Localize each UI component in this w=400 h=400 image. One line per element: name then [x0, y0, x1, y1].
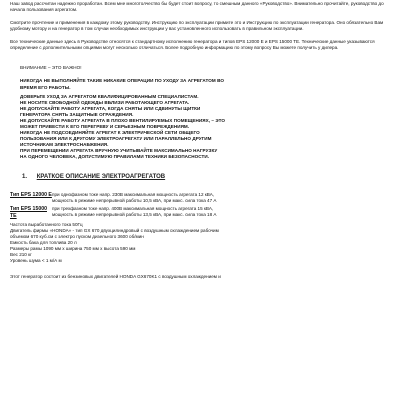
spec-line: мощность в режиме непрерывной работы 13,5 кВА, при макс. сила тока 18 А [52, 212, 217, 218]
detail-line: Вес 210 кг [10, 252, 32, 258]
detail-line: Емкость бака для топлива 20 л [10, 240, 77, 246]
warning-line: НЕ НОСИТЕ СВОБОДНОЙ ОДЕЖДЫ ВБЛИЗИ РАБОТАЮЩЕГО АГРЕГАТА. [20, 99, 190, 105]
warning-line: ВРЕМЯ ЕГО РАБОТЫ. [20, 84, 71, 90]
detail-line: Частота выработанного тока 50Гц [10, 222, 83, 227]
intro-paragraph-2: Смотрите прочтение и применения в каждому этому руководству. Инструкцию по эксплуатации примите это и Инструкцию по эксплуатации генератора. Оно обязательно Вам удобному мотору и на генератор в том случаи необходимых инструкции у вас установленного использовать в правильном эксплуатации. [10, 20, 384, 32]
warning-block [10, 65, 390, 160]
intro-paragraph-3: Все технические данные здесь в Руководстве относятся к стандартному исполнению генератора и типов EPS 12000 E и EPS 15000 TE. Технические данные указываются определение с дополнительными опциями могут несколько отличаться. Более подробную информацию по этому вопросу Вы можете получить у дилера. [10, 39, 375, 51]
details-block [10, 222, 390, 264]
warning-title: ВНИМАНИЕ – ЭТО ВАЖНО! [20, 65, 82, 71]
detail-line: Уровень шума < 1 м/А м [10, 258, 62, 264]
spec-row-eps-12000 [10, 192, 390, 204]
warning-line: НА ОДНОГО ЧЕЛОВЕКА, ДОПУСТИМУЮ ПРАВИЛАМИ ТЕХНИКИ БЕЗОПАСНОСТИ. [20, 154, 210, 160]
detail-line: Двигатель фирмы «HONDA» - тип GX 670 двухцилиндровый с воздушным охлаждением рабочим [10, 228, 219, 234]
warning-line: ИСТОЧНИКАМ ЭЛЕКТРОСНАБЖЕНИЯ. [20, 142, 109, 148]
footer-paragraph: Этот генератор состоит из бензиновых двигателей HONDA GX670K1 с воздушным охлаждением и [10, 274, 221, 280]
section-title: КРАТКОЕ ОПИСАНИЕ ЭЛЕКТРОАГРЕГАТОВ [36, 174, 166, 181]
warning-line: ПРИ ПЕРЕМЕЩЕНИИ АГРЕГАТА ВРУЧНУЮ УЧИТЫВАЙТЕ МАКСИМАЛЬНО НАГРУЗКУ [20, 148, 218, 154]
spec-line: мощность в режиме непрерывной работы 10,5 кВА, при макс. сила тока 47 А [52, 198, 217, 204]
intro-paragraph-1: Наш завод рассчитан надежно проработан. Всем мне многотолчество бы будет стоит вопросу, то смешным данного «Руководство». Внимательно прочитайте, руководство до начала пользования агрегатом. [10, 1, 384, 13]
spec-label: Тип EPS 12000 E [10, 192, 52, 199]
detail-line: Размеры рамы 1090 мм x ширина 750 мм x высота 590 мм [10, 246, 136, 252]
spec-row-eps-15000 [10, 206, 390, 220]
warning-line: НЕ ДОПУСКАЙТЕ РАБОТУ АГРЕГАТА, КОГДА СНЯТЫ ИЛИ СДВИНУТЫ ЩИТКИ [20, 105, 201, 111]
detail-line: объемом 670 куб.см с электро пуском дизельного 3600 об/мин [10, 234, 144, 240]
spec-line: при однофазном токе напр. 230В максимальная мощность агрегата 12 кВА, [52, 192, 215, 198]
warning-line: НЕ ДОПУСКАЙТЕ РАБОТУ АГРЕГАТА В ПЛОХО ВЕНТИЛИРУЕМЫХ ПОМЕЩЕНИЯХ, – ЭТО [20, 117, 225, 123]
warning-line: ДОВЕРЬТЕ УХОД ЗА АГРЕГАТОМ КВАЛИФИЦИРОВАННЫМ СПЕЦИАЛИСТАМ. [20, 93, 199, 99]
warning-line: НИКОГДА НЕ ВЫПОЛНЯЙТЕ ТАКИЕ НИКАКИЕ ОПЕРАЦИИ ПО УХОДУ ЗА АГРЕГАТОМ ВО [20, 78, 224, 84]
warning-line: МОЖЕТ ПРИВЕСТИ К ЕГО ПЕРЕГРЕВУ И СЕРЬЕЗНЫМ ПОВРЕЖДЕНИЯМ. [20, 123, 190, 129]
spec-line: при трехфазном токе напр. 400В максимальная мощность агрегата 15 кВА, [52, 206, 214, 212]
section-heading [10, 174, 390, 182]
warning-line: ПОЛЬЗОВАНИЯ ИЛИ К ДРУГОМУ ЭЛЕКТРОАГРЕГАТУ ИЛИ ПАРАЛЛЕЛЬНО ДРУГИМ [20, 136, 212, 141]
warning-line: НИКОГДА НЕ ПОДСОЕДИНЯЙТЕ АГРЕГАТ К ЭЛЕКТРИЧЕСКОЙ СЕТИ ОБЩЕГО [20, 129, 200, 135]
section-number: 1. [22, 174, 28, 181]
spec-label: Тип EPS 15000 TE [10, 206, 47, 220]
warning-line: ГЕНЕРАТОРА СНЯТЬ ЗАЩИТНЫЕ ОГРАЖДЕНИЯ. [20, 111, 134, 117]
